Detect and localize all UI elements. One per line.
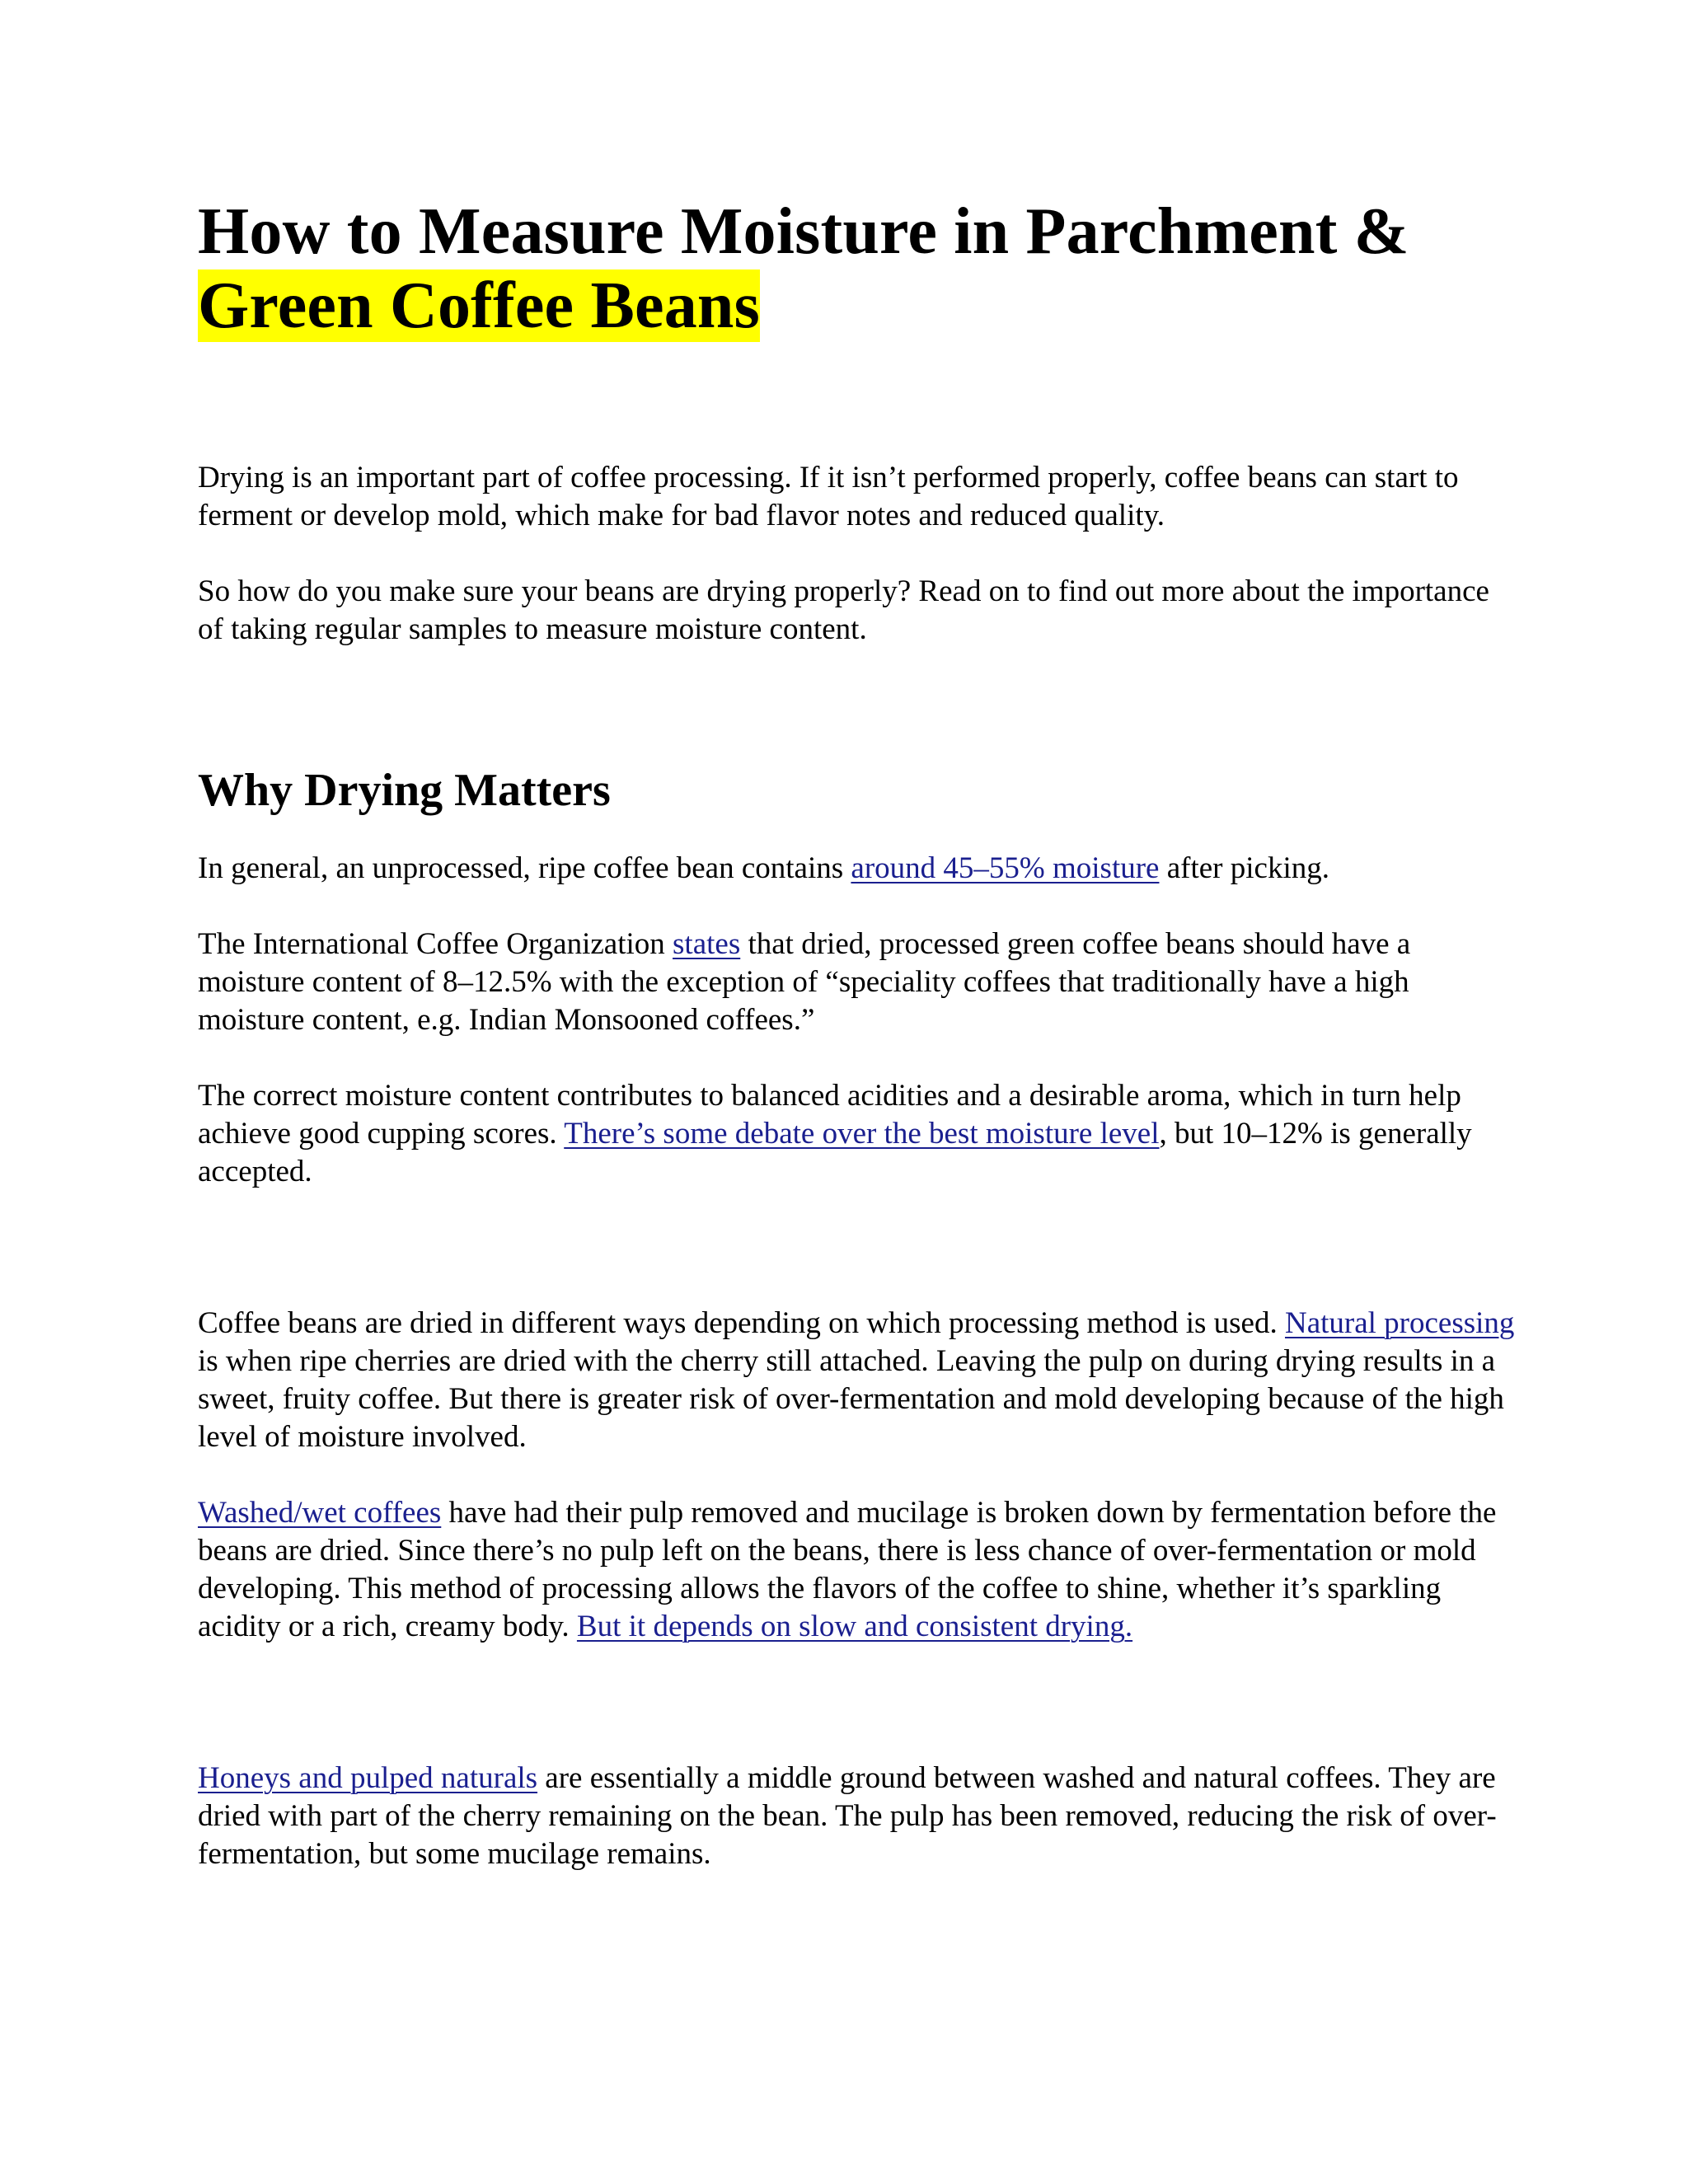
paragraph-washed-coffees (198, 1494, 1517, 1646)
text: is when ripe cherries are dried with the cherry still attached. Leaving the pulp on during drying results in a sweet, fruity coffee. But there is greater risk of over-fermentation and mold developing because of the high level of moisture involved. (198, 1344, 1504, 1454)
document-page (198, 194, 1517, 1873)
link-moisture-debate[interactable]: There’s some debate over the best moisture level (564, 1117, 1160, 1151)
text: have had their pulp removed and mucilage is broken down by fermentation before the beans are dried. Since there’s no pulp left on the beans, there is less chance of over-fermentation or mold developing. This method of processing allows the flavors of the coffee to shine, whether it’s sparkling acidity or a rich, creamy body. (198, 1496, 1497, 1643)
intro-paragraph-1: Drying is an important part of coffee processing. If it isn’t performed properly, coffee beans can start to ferment or develop mold, which make for bad flavor notes and reduced quality. (198, 461, 1459, 532)
paragraph-moisture-after-picking (198, 850, 1517, 888)
text: In general, an unprocessed, ripe coffee bean contains (198, 851, 851, 885)
link-honeys-pulped-naturals[interactable]: Honeys and pulped naturals (198, 1761, 538, 1795)
paragraph-ico-standard (198, 926, 1517, 1039)
link-natural-processing[interactable]: Natural processing (1284, 1306, 1515, 1340)
text: are essentially a middle ground between washed and natural coffees. They are dried with part of the cherry remaining on the bean. The pulp has been removed, reducing the risk of over-fermentation, but some mucilage remains. (198, 1761, 1497, 1871)
title-line-1: How to Measure Moisture in Parchment & (198, 195, 1409, 268)
section-heading-why-drying-matters: Why Drying Matters (198, 765, 611, 816)
paragraph-honey-pulped-naturals (198, 1760, 1517, 1873)
link-moisture-range[interactable]: around 45–55% moisture (851, 851, 1160, 885)
text: , but 10–12% is generally accepted. (198, 1117, 1472, 1188)
title-line-2-highlighted: Green Coffee Beans (198, 269, 760, 342)
text: after picking. (1159, 851, 1329, 885)
intro-paragraph-2: So how do you make sure your beans are drying properly? Read on to find out more about the importance of taking regular samples to measure moisture content. (198, 574, 1489, 646)
text: that dried, processed green coffee beans should have a moisture content of 8–12.5% with the exception of “speciality coffees that traditionally have a high moisture content, e.g. Indian Monsooned coffees.” (198, 927, 1411, 1037)
link-washed-wet-coffees[interactable]: Washed/wet coffees (198, 1496, 442, 1530)
paragraph-natural-processing (198, 1305, 1517, 1456)
page-title (198, 194, 1517, 343)
paragraph-correct-moisture (198, 1077, 1517, 1191)
text: The correct moisture content contributes to balanced acidities and a desirable aroma, which in turn help achieve good cupping scores. (198, 1079, 1461, 1151)
link-slow-consistent-drying[interactable]: But it depends on slow and consistent drying. (576, 1610, 1133, 1643)
text: The International Coffee Organization (198, 927, 673, 961)
text: Coffee beans are dried in different ways depending on which processing method is used. (198, 1306, 1285, 1340)
link-states[interactable]: states (673, 927, 741, 961)
